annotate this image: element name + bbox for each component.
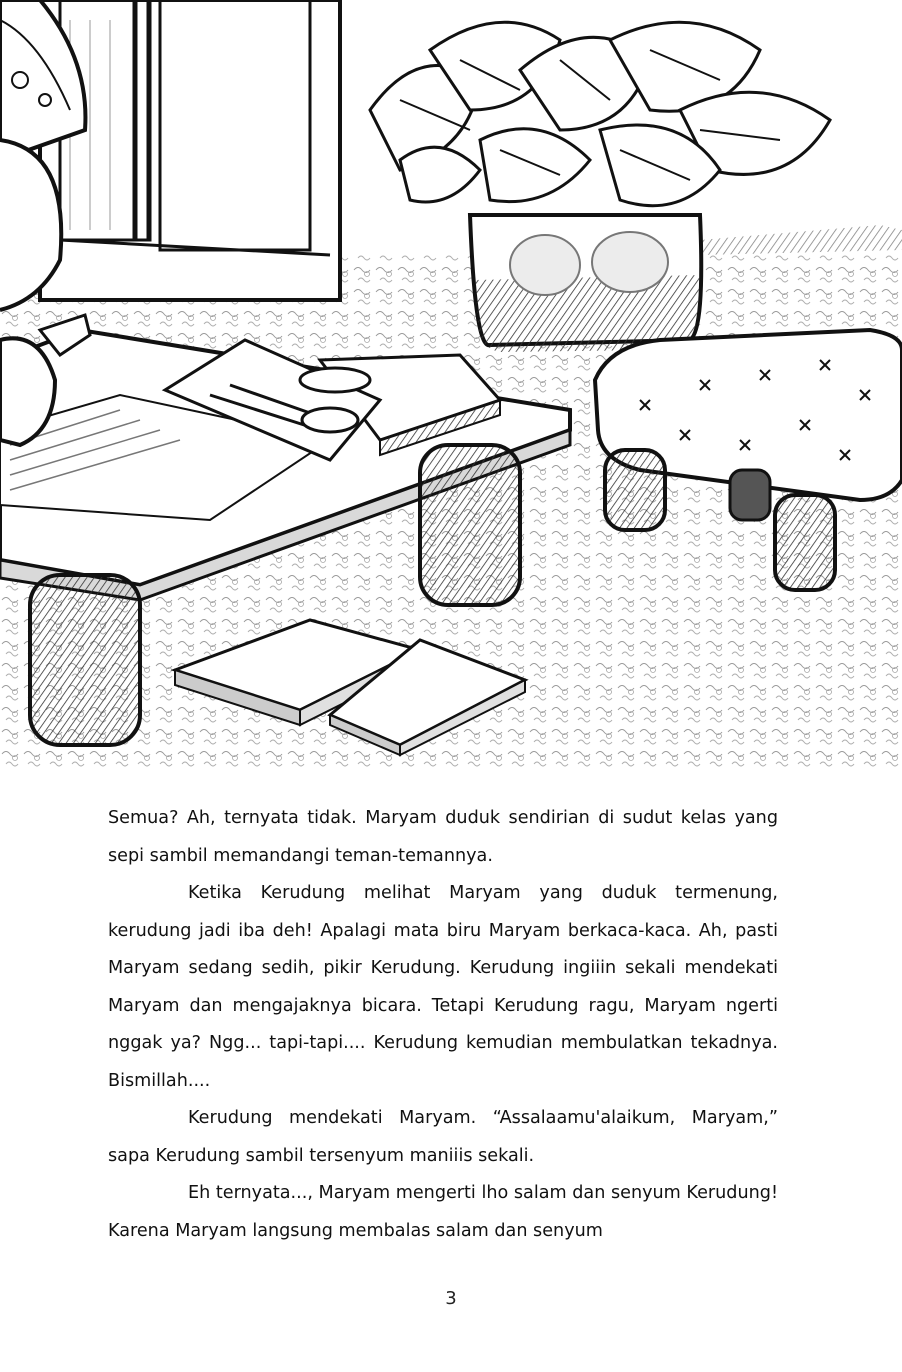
paragraph-3: Kerudung mendekati Maryam. “Assalaamu'alaikum, Maryam,” sapa Kerudung sambil tersenyum maniiis sekali. xyxy=(108,1108,778,1166)
page-number: 3 xyxy=(445,1288,457,1309)
paragraph-2: Ketika Kerudung melihat Maryam yang duduk termenung, kerudung jadi iba deh! Apalagi mata biru Maryam berkaca-kaca. Ah, pasti Maryam sedang sedih, pikir Kerudung. Kerudung ingiiin sekali mendekati Maryam dan mengajaknya bicara. Tetapi Kerudung ragu, Maryam ngerti nggak ya? Ngg... tapi-tapi.... Kerudung kemudian membulatkan tekadnya. Bismillah.... xyxy=(108,883,778,1091)
window xyxy=(40,0,340,300)
paragraph-4: Eh ternyata..., Maryam mengerti lho salam dan senyum Kerudung! Karena Maryam langsung membalas salam dan senyum xyxy=(108,1183,778,1241)
paragraph-1: Semua? Ah, ternyata tidak. Maryam duduk sendirian di sudut kelas yang sepi sambil memandangi teman-temannya. xyxy=(108,808,778,866)
story-text xyxy=(108,800,778,1250)
plant-pot xyxy=(470,215,701,352)
